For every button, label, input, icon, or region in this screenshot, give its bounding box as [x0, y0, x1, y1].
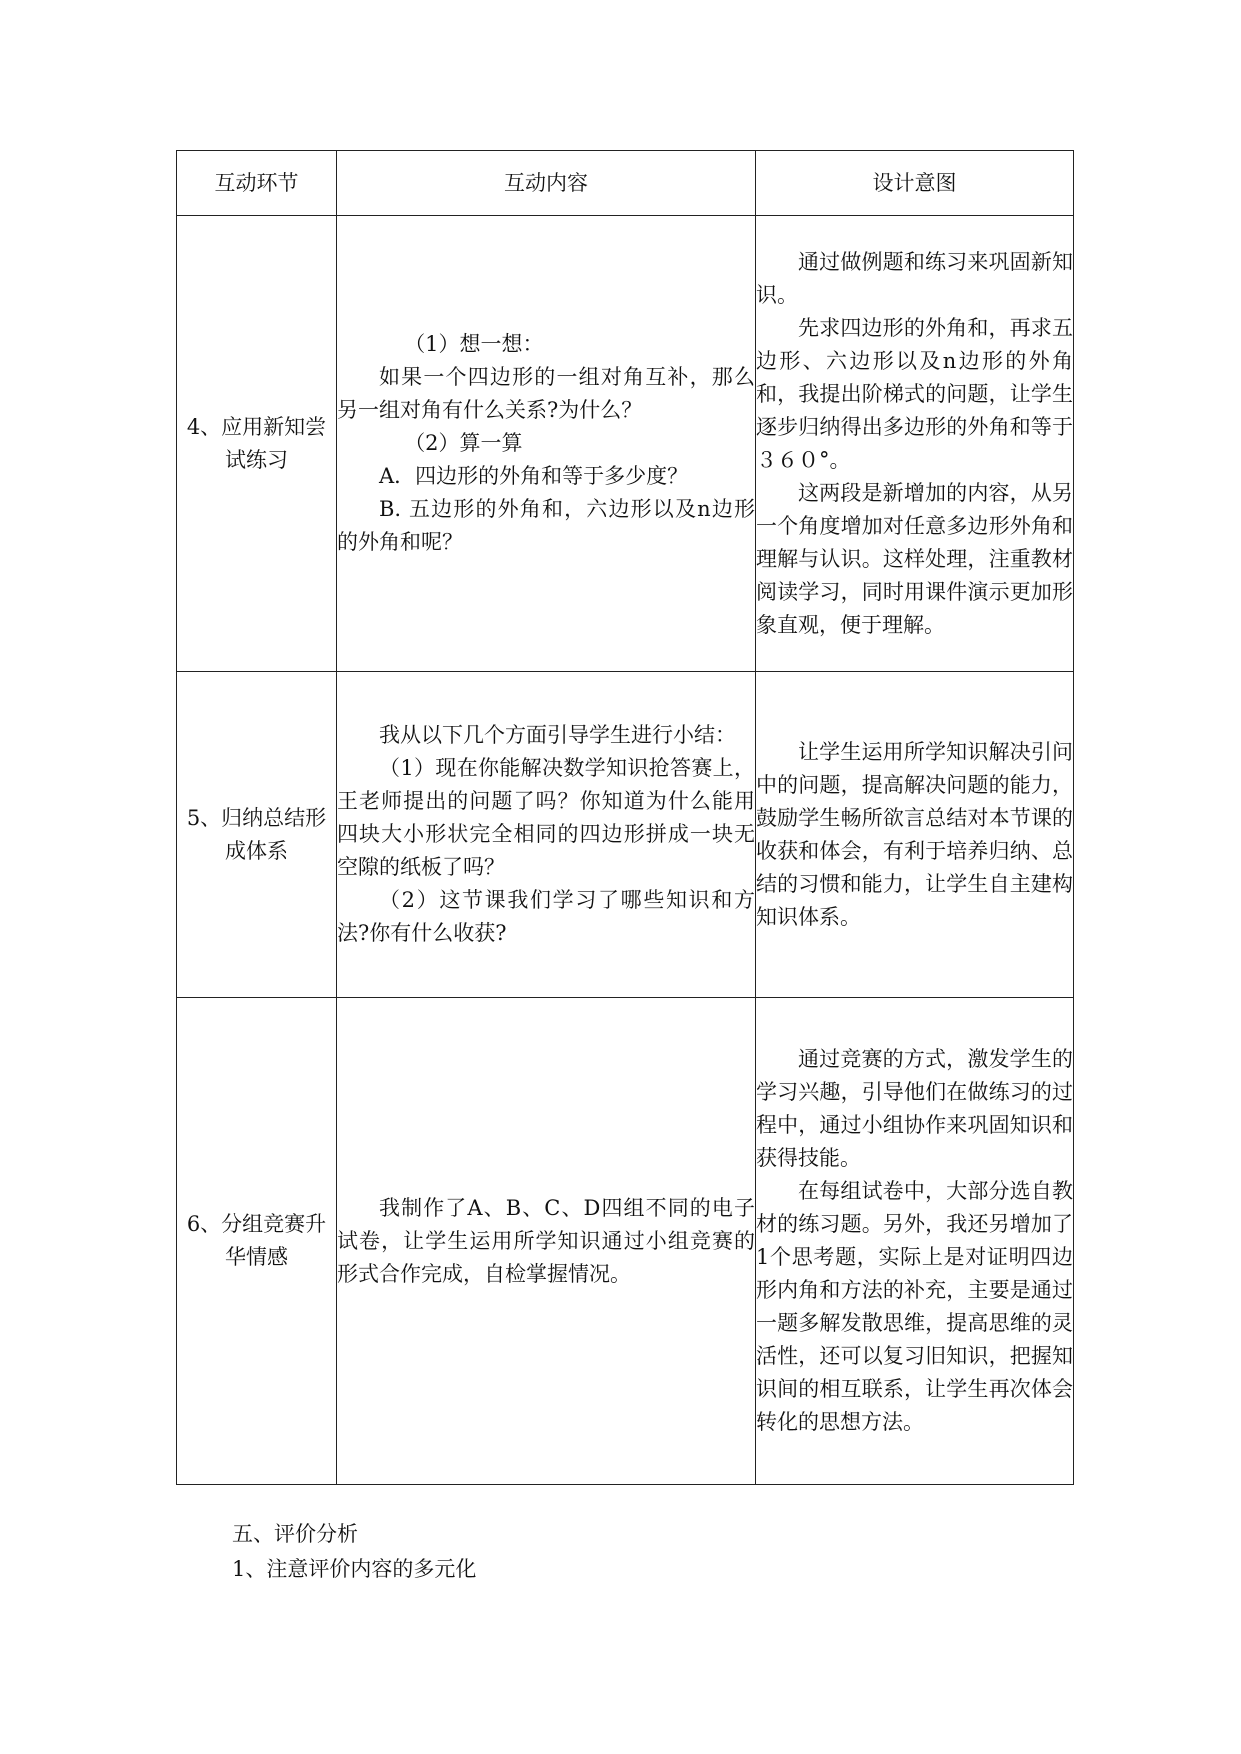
- content-paragraph: （2）算一算: [404, 431, 523, 455]
- header-stage: 互动环节: [177, 151, 337, 216]
- content-cell: [337, 998, 756, 1485]
- content-paragraph: （1）现在你能解决数学知识抢答赛上，王老师提出的问题了吗？你知道为什么能用四块大小形状完全相同的四边形拼成一块无空隙的纸板了吗？: [337, 756, 755, 879]
- content-paragraph: （1）想一想：: [404, 332, 544, 356]
- intent-paragraph: 通过竞赛的方式，激发学生的学习兴趣，引导他们在做练习的过程中，通过小组协作来巩固知识和获得技能。: [756, 1047, 1073, 1170]
- intent-paragraph: 这两段是新增加的内容，从另一个角度增加对任意多边形外角和理解与认识。这样处理，注重教材阅读学习，同时用课件演示更加形象直观，便于理解。: [756, 480, 1073, 637]
- header-content: 互动内容: [337, 151, 756, 216]
- content-cell: [337, 216, 756, 672]
- table-header-row: [177, 151, 1074, 216]
- content-paragraph: 我制作了A、B、C、D四组不同的电子试卷，让学生运用所学知识通过小组竞赛的形式合作完成，自检掌握情况。: [337, 1195, 755, 1286]
- content-cell: [337, 672, 756, 998]
- intent-cell: [756, 672, 1074, 998]
- table-row: [177, 998, 1074, 1485]
- stage-cell: 6、分组竞赛升华情感: [177, 998, 337, 1485]
- content-paragraph: （2）这节课我们学习了哪些知识和方法?你有什么收获?: [337, 888, 755, 945]
- content-paragraph: A．四边形的外角和等于多少度？: [379, 464, 689, 488]
- content-paragraph: 我从以下几个方面引导学生进行小结：: [379, 723, 736, 747]
- table-row: [177, 672, 1074, 998]
- content-paragraph: 如果一个四边形的一组对角互补，那么另一组对角有什么关系?为什么？: [337, 365, 755, 422]
- lesson-design-table: [176, 150, 1074, 1485]
- intent-cell: [756, 998, 1074, 1485]
- section-heading: 五、评价分析: [232, 1522, 358, 1546]
- intent-paragraph: 先求四边形的外角和，再求五边形、六边形以及n边形的外角和，我提出阶梯式的问题，让学生逐步归纳得出多边形的外角和等于３６０°。: [756, 315, 1073, 472]
- intent-paragraph: 通过做例题和练习来巩固新知识。: [756, 249, 1073, 307]
- intent-paragraph: 在每组试卷中，大部分选自教材的练习题。另外，我还另增加了1个思考题，实际上是对证明四边形内角和方法的补充，主要是通过一题多解发散思维，提高思维的灵活性，还可以复习旧知识，把握知识间的相互联系，让学生再次体会转化的思想方法。: [756, 1179, 1073, 1434]
- intent-cell: [756, 216, 1074, 672]
- section-subheading: 1、注意评价内容的多元化: [232, 1557, 477, 1581]
- stage-cell: 4、应用新知尝试练习: [177, 216, 337, 672]
- table-row: [177, 216, 1074, 672]
- header-intent: 设计意图: [756, 151, 1074, 216]
- stage-cell: 5、归纳总结形成体系: [177, 672, 337, 998]
- content-paragraph: B. 五边形的外角和，六边形以及n边形的外角和呢？: [337, 497, 755, 554]
- intent-paragraph: 让学生运用所学知识解决引问中的问题，提高解决问题的能力，鼓励学生畅所欲言总结对本节课的收获和体会，有利于培养归纳、总结的习惯和能力，让学生自主建构知识体系。: [756, 739, 1073, 929]
